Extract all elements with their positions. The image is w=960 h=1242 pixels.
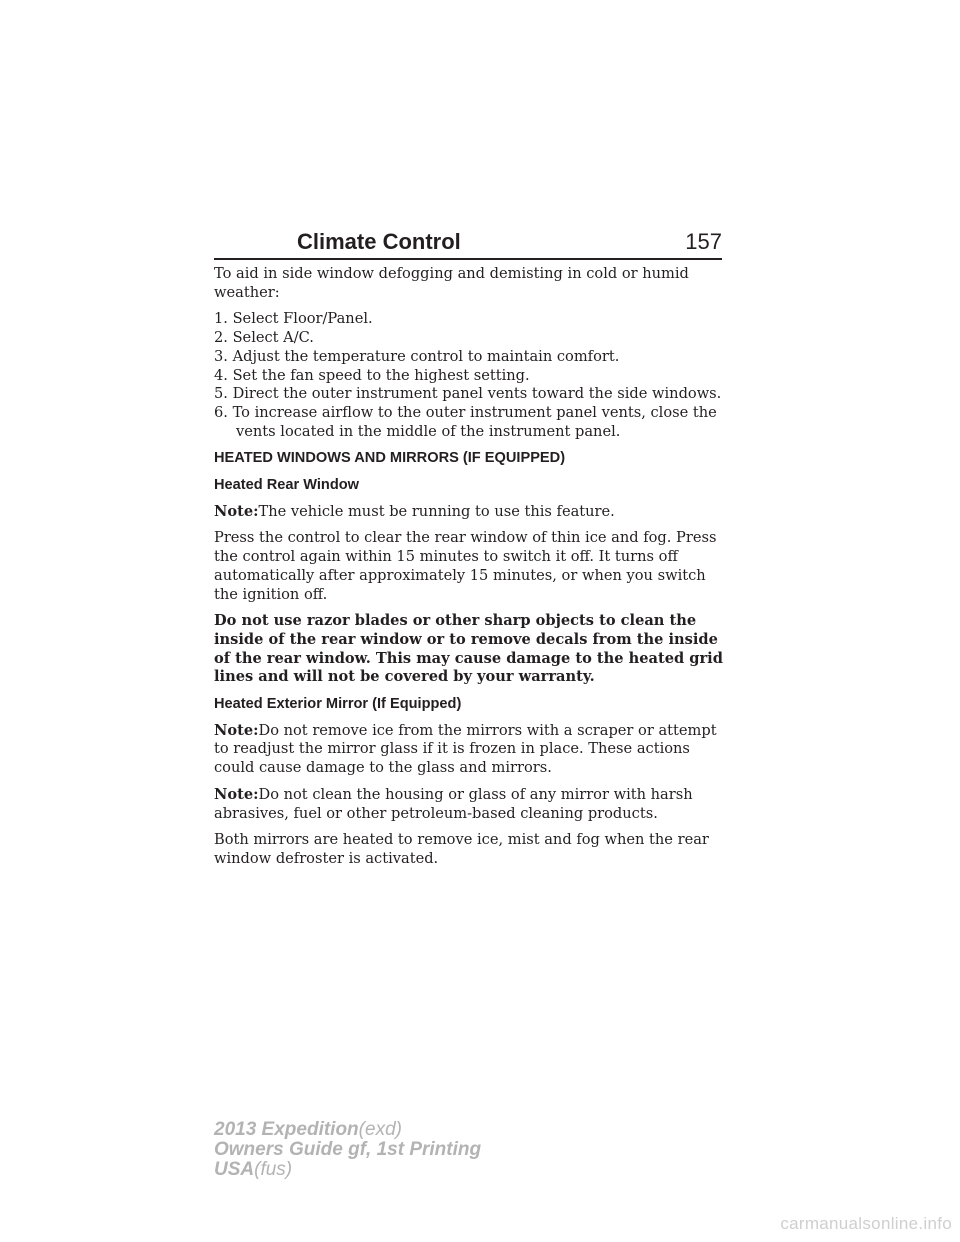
watermark: carmanualsonline.info (780, 1214, 952, 1233)
header-divider (214, 258, 722, 260)
mirror-body: Both mirrors are heated to remove ice, mist and fog when the rear window defroster is activated. (214, 831, 709, 867)
page-content (214, 265, 734, 877)
section-heading: HEATED WINDOWS AND MIRRORS (IF EQUIPPED) (214, 450, 566, 467)
note-text: Do not clean the housing or glass of any mirror with harsh abrasives, fuel or other petroleum-based cleaning products. (214, 785, 693, 822)
rear-window-warning: Do not use razor blades or other sharp objects to clean the inside of the rear window or to remove decals from the inside of the rear window. This may cause damage to the heated grid lines and will not be covered by your warranty. (214, 612, 723, 686)
footer-line-1 (214, 1120, 481, 1140)
page-title: Climate Control (297, 229, 461, 254)
list-item: 3. Adjust the temperature control to maintain comfort. (214, 347, 620, 365)
footer-model-code: (exd) (358, 1119, 402, 1140)
list-item: 1. Select Floor/Panel. (214, 310, 373, 328)
mirror-note-2 (214, 786, 734, 823)
note-label: Note: (214, 721, 259, 739)
list-item: 2. Select A/C. (214, 329, 314, 347)
page-number: 157 (685, 229, 722, 254)
footer-model: 2013 Expedition (214, 1119, 359, 1140)
list-item: 5. Direct the outer instrument panel vents toward the side windows. (214, 385, 722, 403)
intro-paragraph: To aid in side window defogging and demisting in cold or humid weather: (214, 265, 689, 301)
note-text: The vehicle must be running to use this feature. (258, 502, 615, 520)
rear-window-note (214, 503, 734, 522)
footer-region: USA (214, 1159, 255, 1180)
rear-window-body: Press the control to clear the rear window of thin ice and fog. Press the control again within 15 minutes to switch it off. It turns off automatically after approximately 15 minutes, or when you switch the ignition off. (214, 529, 717, 603)
rear-window-heading: Heated Rear Window (214, 477, 360, 494)
footer-line-3 (214, 1160, 481, 1180)
list-item: 4. Set the fan speed to the highest setting. (214, 366, 530, 384)
note-label: Note: (214, 785, 259, 803)
defog-steps-list (214, 310, 734, 441)
mirror-heading: Heated Exterior Mirror (If Equipped) (214, 696, 462, 713)
page-header (214, 228, 722, 258)
document-footer (214, 1120, 481, 1180)
footer-line-2: Owners Guide gf, 1st Printing (214, 1139, 482, 1160)
note-label: Note: (214, 502, 259, 520)
mirror-note-1 (214, 722, 734, 778)
note-text: Do not remove ice from the mirrors with a scraper or attempt to readjust the mirror glass if it is frozen in place. These actions could cause damage to the glass and mirrors. (214, 721, 717, 777)
list-item: 6. To increase airflow to the outer instrument panel vents, close the vents located in the middle of the instrument panel. (214, 403, 717, 440)
footer-region-code: (fus) (254, 1159, 293, 1180)
